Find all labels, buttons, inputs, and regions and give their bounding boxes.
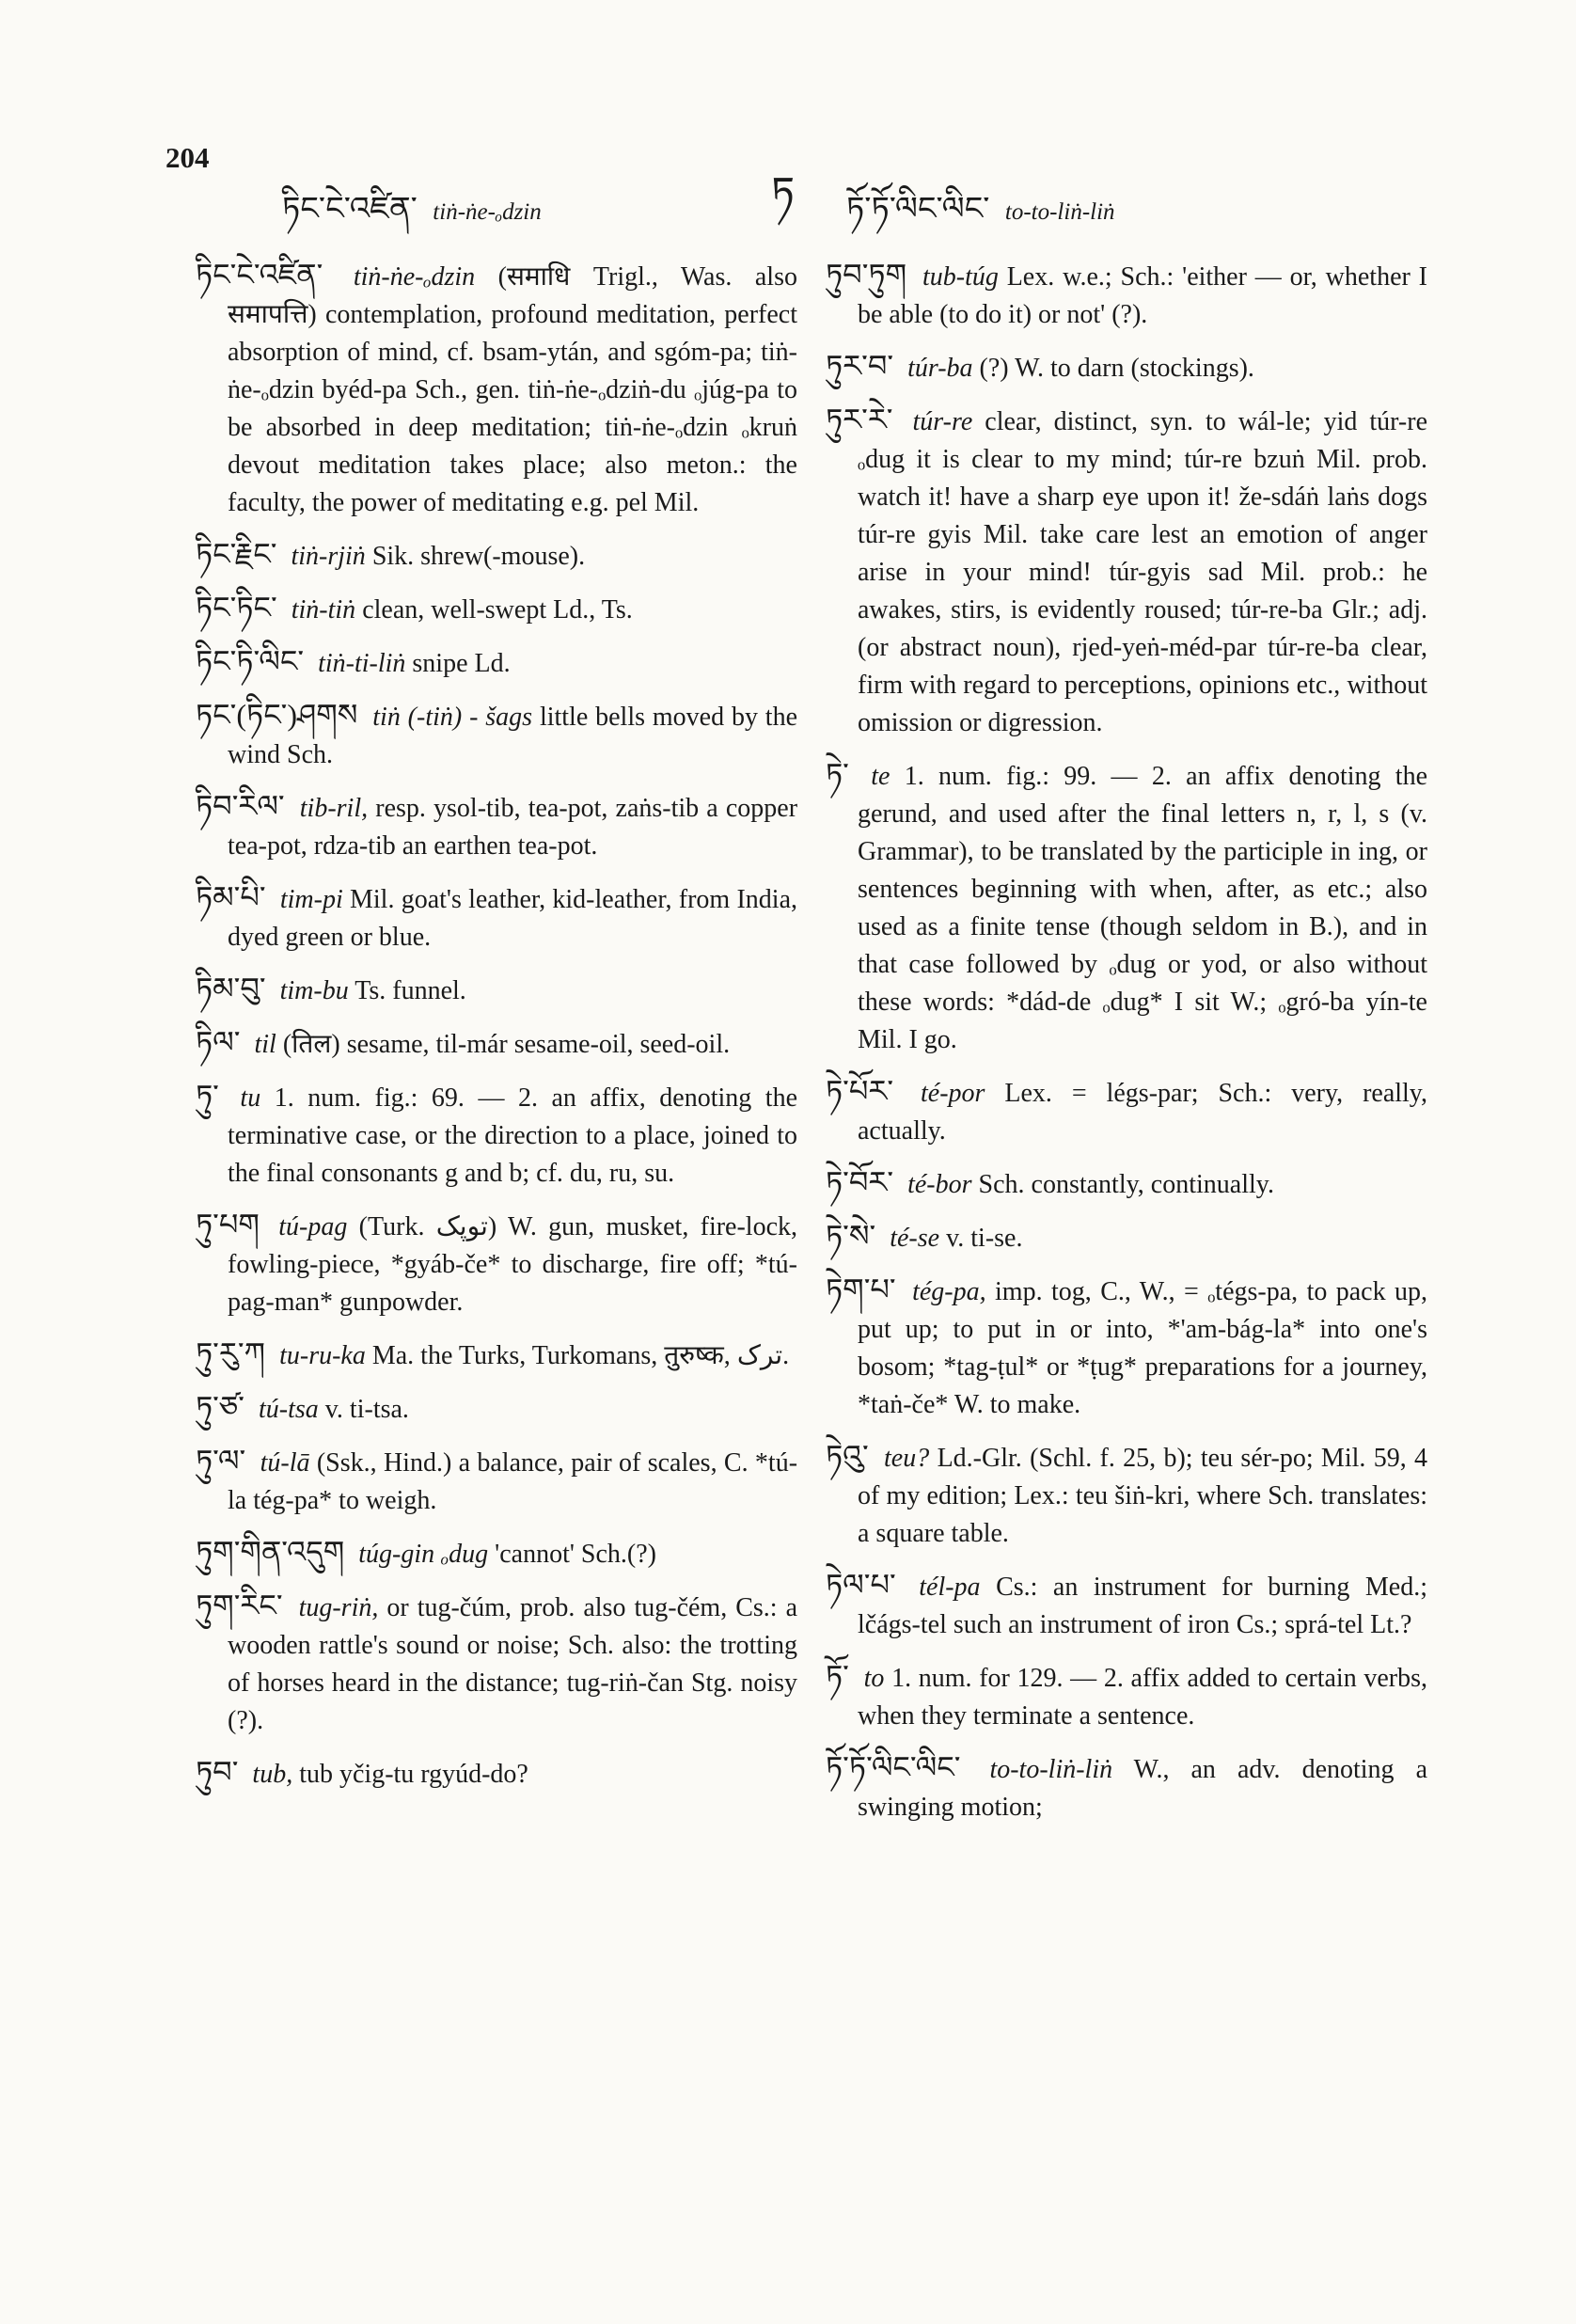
headword-roman: te [871,762,890,791]
headword-roman: té-bor [907,1170,972,1199]
definition: Lex. = légs-par; Sch.: very, really, actually. [858,1079,1427,1146]
headword-roman: tú-tsa [258,1395,319,1424]
headword-tibetan: ཏེག་པ་ [826,1273,896,1306]
definition: (तिल) sesame, til-már sesame-oil, seed-oil. [282,1030,731,1059]
headword-roman: té-se [890,1224,940,1253]
dictionary-entry [826,1271,1427,1424]
dictionary-entry [196,696,797,774]
definition: 'cannot' Sch.(?) [495,1540,656,1569]
definition: tub yčig-tu rgyúd-do? [299,1760,528,1789]
dictionary-entry [826,256,1427,334]
definition: clear, distinct, syn. to wál-le; yid túr-re ₒdug it is clear to my mind; túr-re bzuṅ Mil. prob. watch it! have a sharp eye upon it! že-sdáṅ laṅs dogs túr-re gyis Mil. take care lest an emotion of anger arise in your mind! túr-gyis sad Mil. prob.: he awakes, stirs, is evidently roused; túr-re-ba Glr.; adj. (or abstract noun), rjed-yeṅ-méd-par túr-re-ba clear, firm with regard to perceptions, opinions etc., without omission or digression. [858,407,1427,737]
dictionary-entry [196,787,797,865]
dictionary-entry [196,1587,797,1740]
dictionary-entry [826,1072,1427,1150]
headword-roman: túg-gin ₒdug [358,1540,489,1569]
headword-tibetan: ཏིམ་བུ་ [196,972,266,1005]
dictionary-entry [196,1442,797,1520]
running-head-left-roman: tiṅ-ṅe-ₒdzin [433,199,542,225]
dictionary-entry [826,1657,1427,1735]
definition: resp. ysol-tib, tea-pot, zaṅs-tib a copper tea-pot, rdza-tib an earthen tea-pot. [228,794,798,861]
headword-tibetan: ཏུར་བ་ [826,349,894,383]
dictionary-entry [196,535,797,576]
headword-roman: til [254,1030,276,1059]
section-letter: ཏ [771,169,795,215]
definition: snipe Ld. [412,649,511,678]
dictionary-entry [826,1217,1427,1257]
headword-tibetan: ཏུག་རིང་ [196,1589,283,1622]
headword-tibetan: ཏུབ་ཏུག [826,258,907,292]
headword-roman: tiṅ-ti-liṅ [318,649,406,678]
dictionary-entry [196,589,797,629]
dictionary-entry [826,1566,1427,1644]
headword-tibetan: ཏོ་ [826,1659,849,1693]
headword-roman: tib-ril, [299,794,369,823]
headword-roman: to-to-liṅ-liṅ [989,1755,1113,1784]
dictionary-entry [826,347,1427,387]
definition: Mil. goat's leather, kid-leather, from India, dyed green or blue. [228,885,797,952]
dictionary-entry [196,256,797,522]
definition: clean, well-swept Ld., Ts. [362,595,633,624]
dictionary-entry [196,642,797,683]
left-column [196,256,797,1807]
headword-tibetan: ཏེ་སེ་ [826,1219,876,1253]
headword-tibetan: ཏིང་ཏིང་ [196,591,277,624]
right-column [826,256,1427,1840]
headword-roman: tu-ru-ka [279,1341,366,1370]
headword-tibetan: ཏོ་ཏོ་ལིང་ལིང་ [826,1750,961,1784]
running-head-right [846,172,1115,262]
headword-roman: tiṅ-tiṅ [291,595,356,624]
definition: little bells moved by the wind Sch. [228,703,798,769]
running-head-left [282,172,542,262]
headword-tibetan: ཏུག་གིན་འདུག [196,1535,345,1569]
headword-roman: tim-bu [279,976,349,1005]
headword-roman: tiṅ-rjiṅ [291,542,366,571]
definition: Lex. w.e.; Sch.: 'either — or, whether I be able (to do it) or not' (?). [858,262,1427,329]
definition: Sik. shrew(-mouse). [371,542,586,571]
definition: Ma. the Turks, Turkomans, तुरुष्क, ترک. [371,1341,790,1370]
headword-roman: té-por [921,1079,985,1108]
dictionary-entry [826,1163,1427,1204]
headword-roman: túr-re [912,407,973,436]
dictionary-entry [196,970,797,1010]
headword-roman: tég-pa, [912,1277,986,1306]
headword-tibetan: ཏུ་རུ་ཀ [196,1336,266,1370]
definition: imp. tog, C., W., = ₒtégs-pa, to pack up, put up; to put in or into, *'am-bág-la* into one's bosom; *tag-ṭul* or *ṭug* preparations for a journey, *taṅ-če* W. to make. [858,1277,1428,1419]
dictionary-entry [826,755,1427,1059]
headword-roman: tu [240,1083,261,1113]
headword-tibetan: ཏིང་ངེ་འཛིན་ [196,258,323,292]
definition: 1. num. fig.: 69. — 2. an affix, denoting the terminative case, or the direction to a place, joined to the final consonants g and b; cf. du, ru, su. [228,1083,797,1188]
headword-roman: tiṅ (-tiṅ) - šags [372,703,533,732]
dictionary-entry [826,1437,1427,1553]
headword-tibetan: ཏུར་རེ་ [826,403,893,436]
headword-roman: teu? [884,1444,930,1473]
headword-tibetan: ཏིབ་རིལ་ [196,789,285,823]
definition: Sch. constantly, continually. [978,1170,1274,1199]
headword-tibetan: ཏུ་ཙ་ [196,1390,244,1424]
headword-roman: tiṅ-ṅe-ₒdzin [353,262,476,292]
definition: 1. num. for 129. — 2. affix added to certain verbs, when they terminate a sentence. [858,1664,1428,1731]
definition: Ts. funnel. [355,976,466,1005]
headword-tibetan: ཏིང་ཏི་ལིང་ [196,644,305,678]
headword-tibetan: ཏེའུ་ [826,1439,869,1473]
dictionary-entry [196,1023,797,1064]
headword-roman: tub-túg [922,262,999,292]
definition: (Ssk., Hind.) a balance, pair of scales, C. *tú-la tég-pa* to weigh. [228,1448,798,1515]
dictionary-entry [196,1206,797,1321]
definition: 1. num. fig.: 99. — 2. an affix denoting the gerund, and used after the final letters n, r, l, s (v. Grammar), to be translated by the participle in ing, or sentences beginning with when, after, as etc.; also used as a finite tense (though seldom in B.), and in that case followed by ₒdug or yod, or also without these words: *dád-de ₒdug* I sit W.; ₒgró-ba yín-te Mil. I go. [858,762,1427,1054]
dictionary-entry [196,1753,797,1794]
page-number: 204 [165,141,210,174]
dictionary-entry [196,878,797,956]
headword-roman: tim-pi [279,885,343,914]
definition: (Turk. توپک) W. gun, musket, fire-lock, fowling-piece, *gyáb-če* to discharge, fire off; *tú-pag-man* gunpowder. [228,1212,798,1317]
headword-roman: tug-riṅ, [298,1593,379,1622]
headword-tibetan: ཏེ་བོར་ [826,1165,894,1199]
headword-roman: tú-lā [260,1448,310,1478]
headword-tibetan: ཏང་(ཏིང་)ཤགས [196,698,358,732]
headword-tibetan: ཏེ་པོར་ [826,1074,894,1108]
headword-tibetan: ཏིང་རྗིང་ [196,537,277,571]
running-head-right-tibetan: ཏོ་ཏོ་ལིང་ལིང་ [846,192,990,227]
headword-roman: tél-pa [919,1573,981,1602]
headword-roman: tub, [252,1760,293,1789]
headword-tibetan: ཏིལ་ [196,1025,241,1059]
dictionary-entry [196,1388,797,1429]
definition: Cs.: an instrument for burning Med.; lčágs-tel such an instrument of iron Cs.; sprá-tel Lt.? [858,1573,1428,1639]
definition: (समाधि Trigl., Was. also समापत्ति) contemplation, profound meditation, perfect absorption of mind, cf. bsam-ytán, and sgóm-pa; tiṅ-ṅe-ₒdzin byéd-pa Sch., gen. tiṅ-ṅe-ₒdziṅ-du ₒjúg-pa to be absorbed in deep meditation; tiṅ-ṅe-ₒdzin ₒkruṅ devout meditation takes place; also meton.: the faculty, the power of meditating e.g. pel Mil. [228,262,797,517]
dictionary-entry [826,401,1427,742]
headword-tibetan: ཏིམ་པི་ [196,880,266,914]
definition: v. ti-tsa. [324,1395,409,1424]
headword-tibetan: ཏུ་ [196,1079,219,1113]
headword-roman: to [863,1664,885,1693]
definition: Ld.-Glr. (Schl. f. 25, b); teu sér-po; Mil. 59, 4 of my edition; Lex.: teu šiṅ-kri, where Sch. translates: a square table. [858,1444,1428,1548]
running-head-right-roman: to-to-liṅ-liṅ [1004,199,1115,225]
dictionary-entry [826,1748,1427,1826]
headword-tibetan: ཏེལ་པ་ [826,1568,896,1602]
dictionary-entry [196,1077,797,1193]
running-head-left-tibetan: ཏིང་ངེ་འཛིན་ [282,192,418,227]
headword-tibetan: ཏུ་ལ་ [196,1444,246,1478]
definition: or tug-čúm, prob. also tug-čém, Cs.: a wooden rattle's sound or noise; Sch. also: the trotting of horses heard in the distance; tug-riṅ-čan Stg. noisy (?). [228,1593,797,1735]
definition: (?) W. to darn (stockings). [979,354,1254,383]
definition: v. ti-se. [946,1224,1023,1253]
dictionary-entry [196,1533,797,1573]
definition: W., an adv. denoting a swinging motion; [858,1755,1427,1822]
headword-roman: túr-ba [907,354,973,383]
headword-tibetan: ཏུབ་ [196,1755,239,1789]
headword-tibetan: ཏུ་པག [196,1208,260,1241]
headword-tibetan: ཏེ་ [826,757,849,791]
headword-roman: tú-pag [278,1212,348,1241]
dictionary-entry [196,1335,797,1375]
